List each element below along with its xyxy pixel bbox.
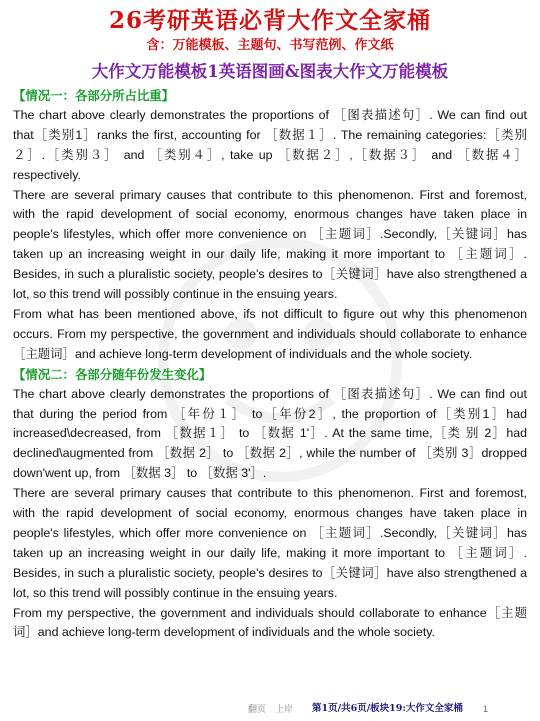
paragraph: The chart above clearly demonstrates the proportions of ［图表描述句］. We can find out that during the period from ［年份１］ to［年份2］, the proportion of［类别1］had increased\decreased, from ［数据１］ to ［数据 1'］. At the same time,［类 别 2］had declined\augmented from ［数据 2］ to ［数据 2］, while the number of ［类别 3］dropped down'went up, from ［数据 3］ to ［数据 3'］. xyxy=(13,386,527,481)
paragraph: The chart above clearly demonstrates the proportions of ［图表描述句］. We can find out that［类别1］ranks the first, accounting for ［数据１］. The remaining categories:［类别２］.［类别３］ and ［类别４］, take up ［数据２］,［数据３］ and ［数据４］respectively. xyxy=(13,107,527,182)
page-footer xyxy=(0,700,540,718)
section-heading: 大作文万能模板1英语图画&图表大作文万能模板 xyxy=(91,62,449,81)
section-case-one xyxy=(13,86,527,365)
section-label: 【情况一：各部分所占比重】 xyxy=(13,88,175,103)
paragraph: There are several primary causes that contribute to this phenomenon. First and foremost, with the rapid development of social economy, enormous changes have taken place in people's lifestyles, which offer more convenience on ［主题词］.Secondly,［关键词］has taken up an increasing weight in our daily life, making it more important to ［主题词］. Besides, in such a pluralistic society, people's desires to［关键词］have also strengthened a lot, so this trend will possibly continue in the ensuing years. xyxy=(13,187,527,302)
paragraph: There are several primary causes that contribute to this phenomenon. First and foremost, with the rapid development of social economy, enormous changes have taken place in people's lifestyles, which offer more convenience on ［主题词］.Secondly,［关键词］has taken up an increasing weight in our daily life, making it more important to ［主题词］. Besides, in such a pluralistic society, people's desires to［关键词］have also strengthened a lot, so this trend will possibly continue in the ensuing years. xyxy=(13,486,527,600)
page-number: 1 xyxy=(483,704,489,714)
document-body xyxy=(13,86,527,643)
document-title: 26考研英语必背大作文全家桶 xyxy=(108,7,431,34)
page-nav-hint[interactable]: 翻页 上岸 xyxy=(248,704,294,714)
section-label: 【情况二：各部分随年份发生变化】 xyxy=(13,366,212,382)
paragraph: From my perspective, the government and individuals should collaborate to enhance［主题词］and achieve long-term development of individuals and the whole society. xyxy=(13,605,527,640)
document-subtitle: 含：万能模板、主题句、书写范例、作文纸 xyxy=(146,38,394,53)
paragraph: From what has been mentioned above, ifs not difficult to figure out why this phenomenon occurs. From my perspective, the government and individuals should collaborate to enhance ［主题词］and achieve long-term development of individuals and the whole society. xyxy=(13,306,527,361)
section-case-two xyxy=(13,365,527,644)
page-info: 第1页/共6页/板块19:大作文全家桶 xyxy=(312,703,463,714)
